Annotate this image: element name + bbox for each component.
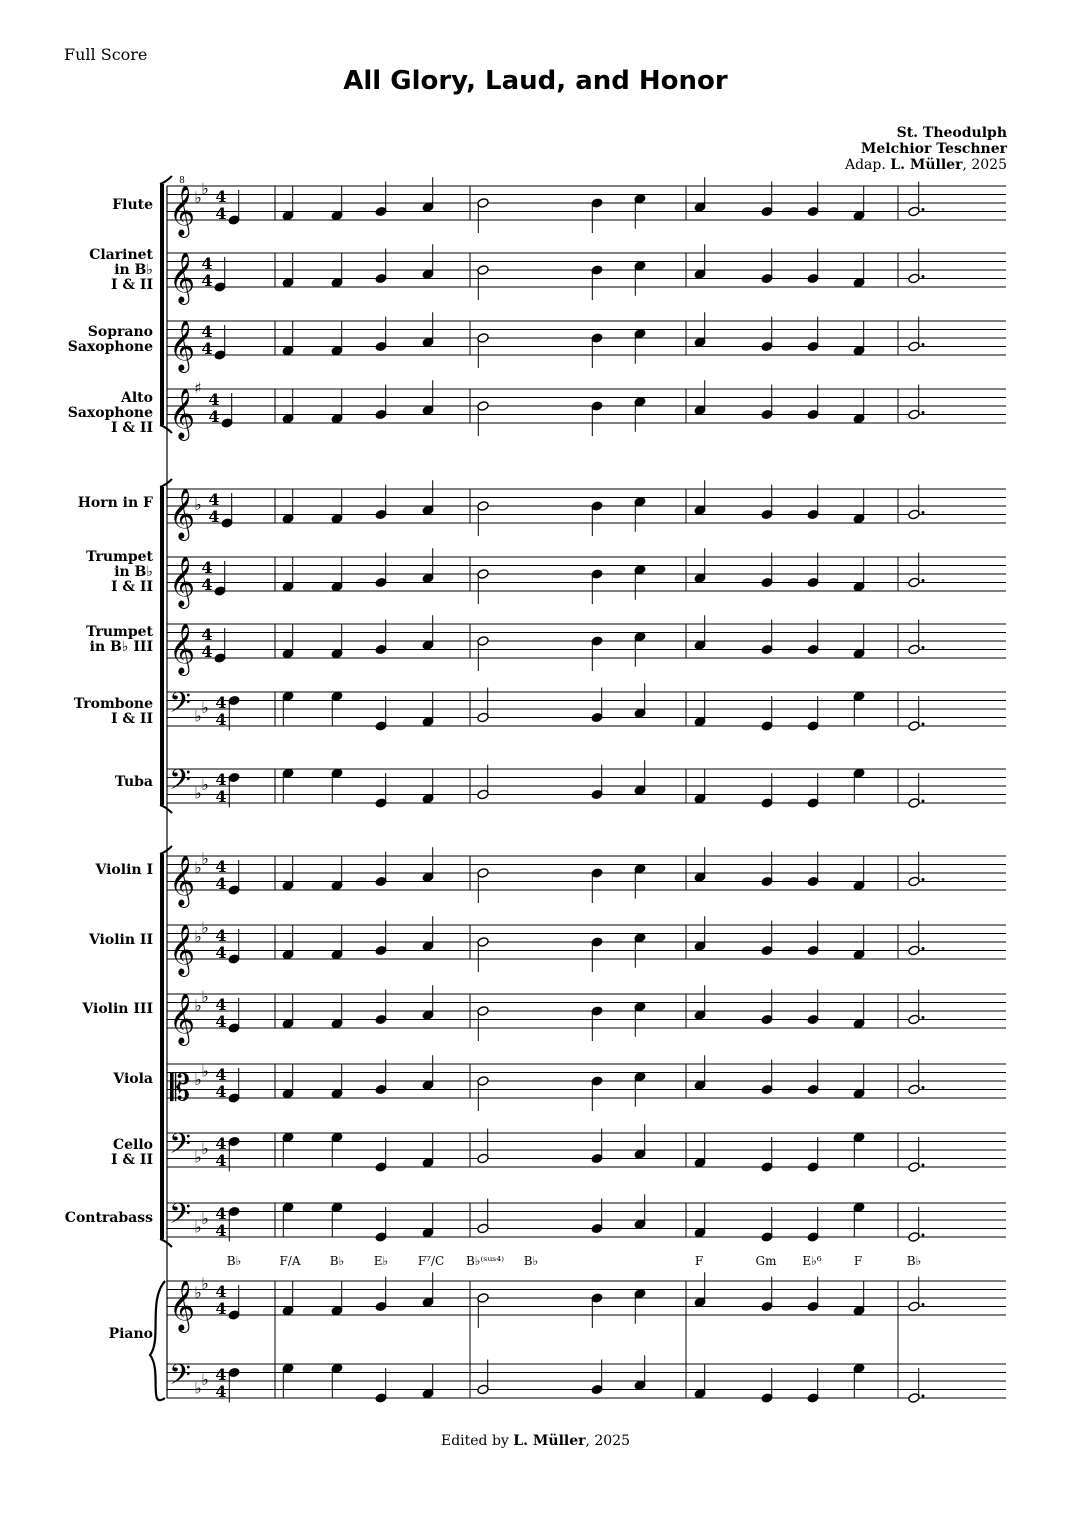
time-signature-bottom: 4 — [215, 787, 227, 806]
key-flat-icon: ♭ — [194, 783, 202, 803]
instrument-label: Horn in F — [77, 494, 153, 511]
time-signature-bottom: 4 — [201, 339, 213, 358]
time-signature-top: 4 — [215, 187, 227, 206]
time-signature-top: 4 — [201, 254, 213, 273]
footer-name: L. Müller — [513, 1433, 586, 1449]
dot — [922, 343, 925, 346]
time-signature-top: 4 — [215, 1134, 227, 1153]
chord-symbol: E♭⁶ — [802, 1254, 822, 1268]
treble-clef-icon: 𝄞 — [168, 855, 196, 906]
strings-bracket — [160, 854, 164, 1239]
chord-symbol: B♭ — [226, 1254, 242, 1268]
dot — [922, 878, 925, 881]
key-flat-icon: ♭ — [194, 995, 202, 1015]
instrument-label: Tuba — [114, 773, 153, 790]
instrument-label: Trombone I & II — [73, 696, 153, 727]
chord-symbol: F⁷/C — [417, 1254, 445, 1268]
chord-symbol: B♭ — [329, 1254, 345, 1268]
treble-clef-icon: 𝄞 — [168, 623, 196, 674]
key-sharp-icon: ♯ — [194, 379, 202, 397]
dot — [922, 1234, 925, 1237]
chord-symbol: F/A — [279, 1254, 301, 1268]
octave-mark: 8 — [179, 176, 185, 186]
dot — [922, 800, 925, 803]
key-flat-icon: ♭ — [201, 918, 209, 937]
dot — [922, 411, 925, 414]
adap-year: , 2025 — [962, 157, 1007, 173]
treble-clef-icon: 𝄞 — [168, 488, 196, 539]
time-signature-bottom: 4 — [215, 1221, 227, 1240]
key-flat-icon: ♭ — [194, 1217, 202, 1237]
treble-clef-icon: 𝄞 — [168, 993, 196, 1044]
time-signature-top: 4 — [215, 926, 227, 945]
time-signature-top: 4 — [201, 558, 213, 577]
brass-bracket-bottom — [160, 805, 172, 813]
tune-name: St. Theodulph — [896, 125, 1007, 141]
time-signature-bottom: 4 — [201, 642, 213, 661]
time-signature-bottom: 4 — [215, 1082, 227, 1101]
time-signature-bottom: 4 — [201, 271, 213, 290]
treble-clef-icon: 𝄞 — [168, 320, 196, 371]
dot — [922, 275, 925, 278]
dot — [922, 646, 925, 649]
chord-symbol: B♭ — [906, 1254, 922, 1268]
key-flat-icon: ♭ — [201, 849, 209, 868]
dot — [922, 208, 925, 211]
key-flat-icon: ♭ — [194, 857, 202, 877]
bass-clef-icon: 𝄢 — [169, 1127, 191, 1168]
treble-clef-icon: 𝄞 — [168, 924, 196, 975]
instrument-label: Trumpet in B♭ I & II — [86, 548, 153, 595]
chord-symbol: Gm — [755, 1254, 777, 1268]
key-flat-icon: ♭ — [201, 1369, 209, 1389]
instrument-label: Violin II — [88, 931, 153, 948]
time-signature-bottom: 4 — [201, 575, 213, 594]
woodwind-bracket-top — [160, 176, 172, 184]
key-flat-icon: ♭ — [201, 1138, 209, 1158]
instrument-label: Violin I — [95, 861, 153, 878]
instrument-label: Clarinet in B♭ I & II — [89, 246, 153, 293]
time-signature-bottom: 4 — [215, 1012, 227, 1031]
key-flat-icon: ♭ — [194, 1070, 202, 1089]
footer-prefix: Edited by — [440, 1433, 509, 1449]
key-flat-icon: ♭ — [194, 495, 202, 514]
time-signature-top: 4 — [215, 995, 227, 1014]
dot — [922, 723, 925, 726]
woodwind-bracket — [160, 184, 164, 425]
instrument-label: Flute — [112, 196, 153, 213]
dot — [922, 1303, 925, 1306]
time-signature-bottom: 4 — [208, 407, 220, 426]
time-signature-top: 4 — [215, 1365, 227, 1384]
score-label: Full Score — [64, 45, 148, 64]
dot — [922, 1016, 925, 1019]
time-signature-top: 4 — [208, 390, 220, 409]
instrument-label: Viola — [113, 1070, 153, 1087]
key-flat-icon: ♭ — [194, 1147, 202, 1167]
brass-bracket — [160, 487, 164, 805]
chord-symbol: F — [694, 1254, 704, 1268]
dot — [922, 1164, 925, 1167]
chord-symbol: F — [853, 1254, 863, 1268]
footer-credit — [0, 1433, 1071, 1449]
dot — [922, 1086, 925, 1089]
dot — [922, 579, 925, 582]
key-flat-icon: ♭ — [194, 1282, 202, 1302]
strings-bracket-top — [160, 846, 172, 854]
treble-clef-icon: 𝄞 — [168, 388, 196, 439]
bass-clef-icon: 𝄢 — [169, 1358, 191, 1399]
instrument-label: Soprano Saxophone — [67, 324, 153, 355]
time-signature-bottom: 4 — [215, 204, 227, 223]
instrument-label: Alto Saxophone I & II — [67, 389, 153, 436]
key-flat-icon: ♭ — [194, 187, 202, 207]
alto-clef-icon: 𝄡 — [169, 1068, 191, 1109]
dot — [922, 511, 925, 514]
time-signature-top: 4 — [215, 770, 227, 789]
time-signature-top: 4 — [201, 625, 213, 644]
key-flat-icon: ♭ — [201, 1274, 209, 1293]
piano-label: Piano — [108, 1326, 153, 1342]
key-flat-icon: ♭ — [201, 179, 209, 198]
time-signature-bottom: 4 — [215, 874, 227, 893]
adap-prefix: Adap. — [844, 157, 886, 173]
chord-symbol: B♭⁽ˢᵘˢ⁴⁾ — [465, 1254, 505, 1268]
time-signature-bottom: 4 — [215, 1151, 227, 1170]
time-signature-top: 4 — [215, 1282, 227, 1301]
treble-clef-icon: 𝄞 — [168, 1280, 196, 1331]
key-flat-icon: ♭ — [201, 1208, 209, 1228]
key-flat-icon: ♭ — [194, 926, 202, 946]
time-signature-bottom: 4 — [208, 507, 220, 526]
time-signature-bottom: 4 — [215, 943, 227, 962]
bass-clef-icon: 𝄢 — [169, 1197, 191, 1238]
time-signature-top: 4 — [201, 322, 213, 341]
key-flat-icon: ♭ — [201, 697, 209, 717]
bass-clef-icon: 𝄢 — [169, 686, 191, 727]
instrument-label: Cello I & II — [110, 1137, 153, 1168]
key-flat-icon: ♭ — [201, 774, 209, 794]
brass-bracket-top — [160, 479, 172, 487]
chord-symbol: E♭ — [373, 1254, 389, 1268]
time-signature-bottom: 4 — [215, 1299, 227, 1318]
time-signature-bottom: 4 — [215, 1382, 227, 1401]
time-signature-top: 4 — [215, 1065, 227, 1084]
key-flat-icon: ♭ — [194, 1378, 202, 1398]
composer-name: Melchior Teschner — [860, 141, 1007, 157]
key-flat-icon: ♭ — [201, 987, 209, 1006]
instrument-label: Trumpet in B♭ III — [86, 624, 153, 655]
bass-clef-icon: 𝄢 — [169, 763, 191, 804]
time-signature-top: 4 — [215, 693, 227, 712]
time-signature-top: 4 — [215, 1204, 227, 1223]
treble-clef-icon: 𝄞 — [168, 556, 196, 607]
instrument-label: Contrabass — [64, 1209, 153, 1226]
time-signature-top: 4 — [215, 857, 227, 876]
strings-bracket-bottom — [160, 1239, 172, 1247]
dot — [922, 1395, 925, 1398]
page-title: All Glory, Laud, and Honor — [343, 66, 728, 96]
adap-name: L. Müller — [890, 157, 963, 173]
treble-clef-icon: 𝄞 — [168, 252, 196, 303]
time-signature-top: 4 — [208, 490, 220, 509]
treble-clef-icon: 𝄞 — [168, 185, 196, 236]
footer-year: , 2025 — [585, 1433, 631, 1449]
time-signature-bottom: 4 — [215, 710, 227, 729]
key-flat-icon: ♭ — [194, 706, 202, 726]
key-flat-icon: ♭ — [201, 1061, 209, 1081]
chord-symbol: B♭ — [523, 1254, 539, 1268]
dot — [922, 947, 925, 950]
instrument-label: Violin III — [82, 1000, 153, 1017]
